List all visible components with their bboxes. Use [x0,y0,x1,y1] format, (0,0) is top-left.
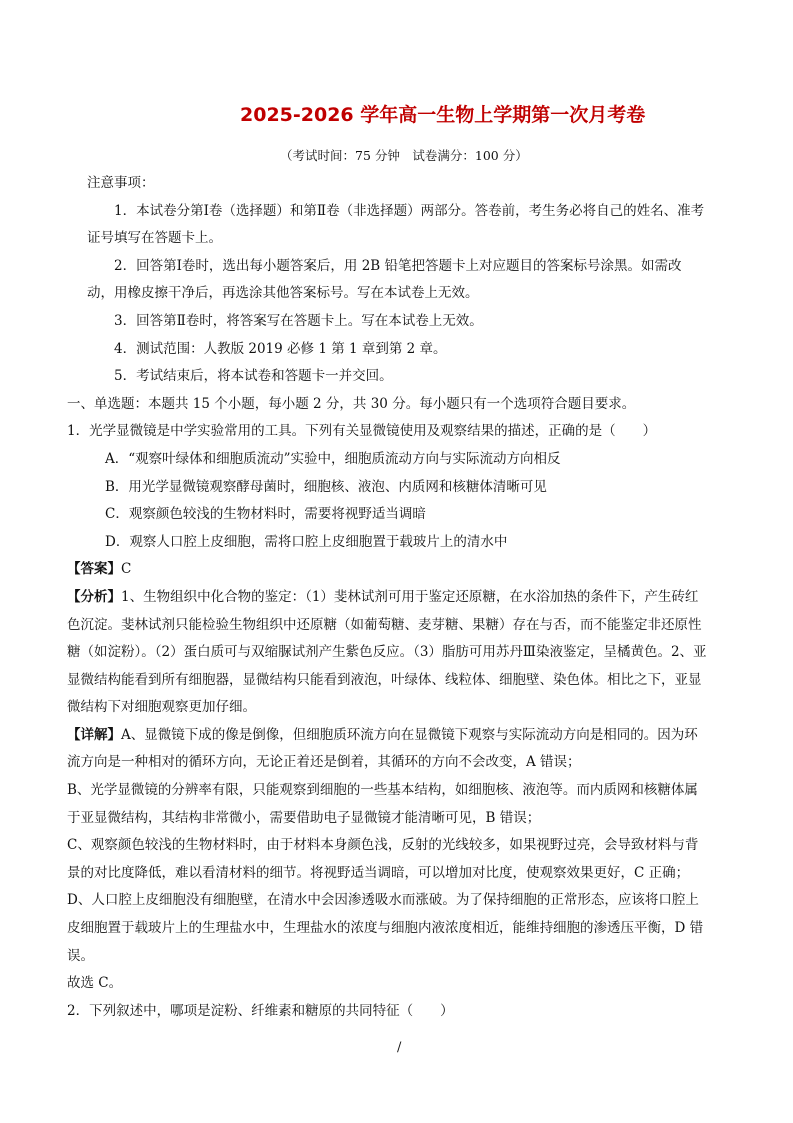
document-body [67,170,707,1025]
conclusion-text: 故选 C。 [67,975,123,992]
detail-d-text: D、人口腔上皮细胞没有细胞壁，在清水中会因渗透吸水而涨破。为了保持细胞的正常形态，应该将口腔上皮细胞置于载玻片上的生理盐水中，生理盐水的浓度与细胞内液浓度相近，能维持细胞的渗透压平衡，D 错误。 [67,892,704,964]
section-heading: 一、单选题：本题共 15 个小题，每小题 2 分，共 30 分。每小题只有一个选项符合题目要求。 [67,395,636,412]
note-item-5: 5．考试结束后，将本试卷和答题卡一并交回。 [114,368,393,385]
detail-paragraph [67,722,707,777]
exam-info: （考试时间：75 分钟 试卷满分：100 分） [280,148,528,163]
question-1-option-a: A．“观察叶绿体和细胞质流动”实验中，细胞质流动方向与实际流动方向相反 [105,450,561,467]
note-item-2: 2．回答第Ⅰ卷时，选出每小题答案后，用 2B 铅笔把答题卡上对应题目的答案标号涂黑。如需改动，用橡皮擦干净后，再选涂其他答案标号。写在本试卷上无效。 [87,257,682,302]
note-item-3: 3．回答第Ⅱ卷时，将答案写在答题卡上。写在本试卷上无效。 [114,312,483,329]
answer-value: C [121,561,132,578]
question-1-option-c: C．观察颜色较浅的生物材料时，需要将视野适当调暗 [105,506,426,523]
analysis-text: 1、生物组织中化合物的鉴定：（1）斐林试剂可用于鉴定还原糖，在水浴加热的条件下，产生砖红色沉淀。斐林试剂只能检验生物组织中还原糖（如葡萄糖、麦芽糖、果糖）存在与否，而不能鉴定非还原性糖（如淀粉）。（2）蛋白质可与双缩脲试剂产生紫色反应。（3）脂肪可用苏丹Ⅲ染液鉴定，呈橘黄色。2、亚显微结构能看到所有细胞器，显微结构只能看到液泡，叶绿体、线粒体、细胞壁、染色体。相比之下，亚显微结构下对细胞观察更加仔细。 [67,588,707,716]
note-item-1: 1．本试卷分第Ⅰ卷（选择题）和第Ⅱ卷（非选择题）两部分。答卷前，考生务必将自己的姓名、准考证号填写在答题卡上。 [87,202,705,247]
note-item-4: 4．测试范围：人教版 2019 必修 1 第 1 章到第 2 章。 [114,340,447,357]
question-1-option-d: D．观察人口腔上皮细胞，需将口腔上皮细胞置于载玻片上的清水中 [105,533,508,550]
question-2-stem: 2．下列叙述中，哪项是淀粉、纤维素和糖原的共同特征（ ） [67,1002,454,1019]
analysis-label: 【分析】 [67,588,121,605]
question-1-stem: 1．光学显微镜是中学实验常用的工具。下列有关显微镜使用及观察结果的描述，正确的是（ ） [67,423,657,440]
page-footer-mark: / [397,1040,402,1055]
detail-b-text: B、光学显微镜的分辨率有限，只能观察到细胞的一些基本结构，如细胞核、液泡等。而内质网和核糖体属于亚显微结构，其结构非常微小，需要借助电子显微镜才能清晰可见，B 错误； [67,782,698,826]
detail-c-text: C、观察颜色较浅的生物材料时，由于材料本身颜色浅，反射的光线较多，如果视野过亮，会导致材料与背景的对比度降低，难以看清材料的细节。将视野适当调暗，可以增加对比度，使观察效果更好，C 正确； [67,837,699,881]
page-title: 2025-2026 学年高一生物上学期第一次月考卷 [240,104,646,126]
notes-heading: 注意事项： [87,175,155,191]
detail-label: 【详解】 [67,726,121,743]
answer-line [67,556,707,584]
analysis-paragraph [67,584,707,722]
question-1-option-b: B．用光学显微镜观察酵母菌时，细胞核、液泡、内质网和核糖体清晰可见 [105,478,547,495]
answer-label: 【答案】 [67,561,121,578]
detail-a-text: A、显微镜下成的像是倒像，但细胞质环流方向在显微镜下观察与实际流动方向是相同的。因为环流方向是一种相对的循环方向，无论正着还是倒着，其循环的方向不会改变，A 错误； [67,726,698,771]
